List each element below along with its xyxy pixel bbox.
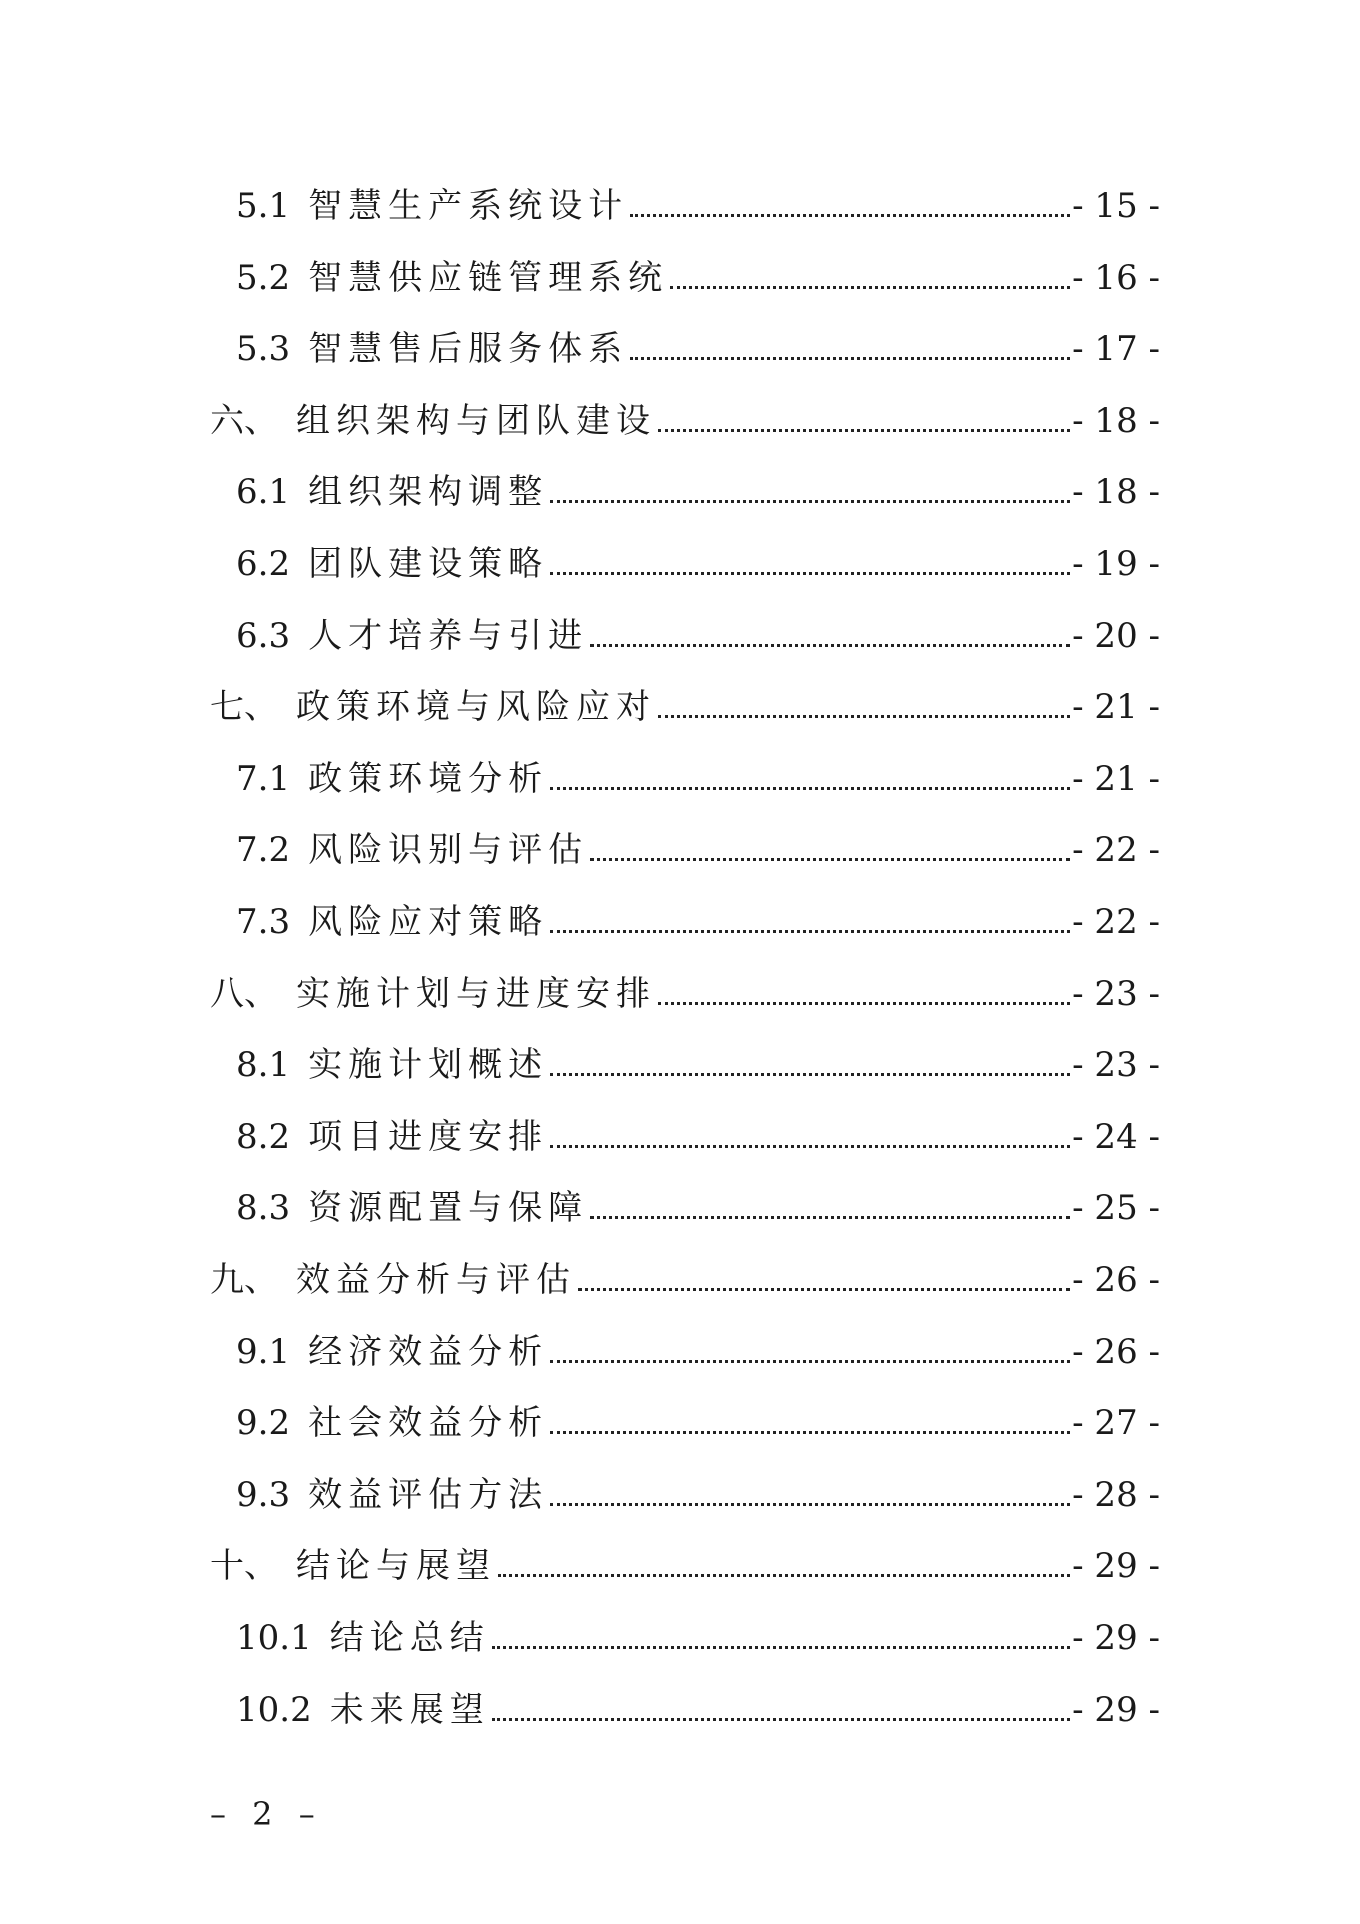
toc-entry-number: 8.2	[236, 1117, 291, 1157]
toc-entry-page: - 23 -	[1072, 974, 1160, 1014]
toc-entry-number: 10.2	[236, 1690, 312, 1730]
toc-entry-title: 政策环境与风险应对	[296, 687, 656, 727]
toc-entry-number: 八、	[210, 974, 278, 1014]
toc-entry[interactable]	[236, 176, 1160, 226]
toc-chapter-entry[interactable]	[210, 964, 1160, 1014]
toc-entry[interactable]	[236, 319, 1160, 369]
toc-entry-title: 资源配置与保障	[308, 1188, 589, 1228]
toc-entry-number: 六、	[210, 401, 278, 441]
toc-entry-number: 7.2	[236, 830, 291, 870]
toc-entry-page: - 18 -	[1072, 401, 1160, 441]
toc-entry[interactable]	[236, 1322, 1160, 1372]
toc-entry-number: 5.3	[236, 329, 291, 369]
toc-entry-title: 智慧供应链管理系统	[308, 258, 669, 298]
toc-entry-title: 智慧售后服务体系	[308, 329, 629, 369]
toc-entry-number: 9.2	[236, 1403, 291, 1443]
toc-entry[interactable]	[236, 462, 1160, 512]
toc-entry-number: 8.1	[236, 1045, 291, 1085]
toc-dot-leader	[658, 1002, 1070, 1005]
toc-entry-number: 7.1	[236, 759, 291, 799]
toc-entry-title: 结论与展望	[296, 1546, 496, 1586]
toc-entry-title: 政策环境分析	[308, 759, 549, 799]
toc-entry-title: 实施计划与进度安排	[296, 974, 656, 1014]
toc-dot-leader	[550, 787, 1070, 790]
toc-entry-title: 结论总结	[329, 1618, 490, 1658]
toc-dot-leader	[550, 500, 1070, 503]
toc-dot-leader	[550, 1360, 1070, 1363]
toc-entry[interactable]	[236, 820, 1160, 870]
toc-entry-title: 团队建设策略	[308, 544, 549, 584]
toc-entry[interactable]	[236, 1393, 1160, 1443]
toc-entry-title: 社会效益分析	[308, 1403, 549, 1443]
toc-entry-number: 10.1	[236, 1618, 312, 1658]
toc-entry[interactable]	[236, 1107, 1160, 1157]
toc-entry-number: 九、	[210, 1260, 278, 1300]
toc-entry-number: 7.3	[236, 902, 291, 942]
toc-entry-title: 效益评估方法	[308, 1475, 549, 1515]
toc-chapter-entry[interactable]	[210, 1250, 1160, 1300]
toc-dot-leader	[658, 429, 1070, 432]
toc-dot-leader	[578, 1288, 1070, 1291]
toc-entry-page: - 21 -	[1072, 759, 1160, 799]
toc-entry-title: 风险应对策略	[308, 902, 549, 942]
toc-entry-page: - 25 -	[1072, 1188, 1160, 1228]
toc-entry-page: - 16 -	[1072, 258, 1160, 298]
toc-entry-page: - 18 -	[1072, 472, 1160, 512]
toc-dot-leader	[550, 1503, 1070, 1506]
toc-entry[interactable]	[236, 1178, 1160, 1228]
toc-dot-leader	[550, 1145, 1070, 1148]
toc-entry-page: - 20 -	[1072, 616, 1160, 656]
toc-entry-page: - 17 -	[1072, 329, 1160, 369]
toc-entry-page: - 27 -	[1072, 1403, 1160, 1443]
toc-entry-page: - 22 -	[1072, 902, 1160, 942]
toc-entry-title: 经济效益分析	[308, 1332, 549, 1372]
toc-entry[interactable]	[236, 248, 1160, 298]
toc-entry-page: - 22 -	[1072, 830, 1160, 870]
toc-dot-leader	[630, 214, 1070, 217]
toc-dot-leader	[590, 1216, 1070, 1219]
toc-entry-number: 5.2	[236, 258, 291, 298]
toc-dot-leader	[550, 930, 1070, 933]
toc-entry-number: 6.3	[236, 616, 291, 656]
toc-entry-title: 效益分析与评估	[296, 1260, 576, 1300]
toc-entry-title: 智慧生产系统设计	[308, 186, 629, 226]
toc-entry-number: 8.3	[236, 1188, 291, 1228]
toc-entry-page: - 24 -	[1072, 1117, 1160, 1157]
toc-entry-page: - 29 -	[1072, 1546, 1160, 1586]
toc-entry[interactable]	[236, 1465, 1160, 1515]
toc-entry-page: - 15 -	[1072, 186, 1160, 226]
toc-entry-page: - 29 -	[1072, 1618, 1160, 1658]
toc-entry-page: - 21 -	[1072, 687, 1160, 727]
toc-dot-leader	[550, 572, 1070, 575]
toc-dot-leader	[590, 858, 1070, 861]
toc-dot-leader	[492, 1646, 1070, 1649]
toc-dot-leader	[670, 286, 1070, 289]
toc-entry-title: 实施计划概述	[308, 1045, 549, 1085]
toc-entry-page: - 28 -	[1072, 1475, 1160, 1515]
toc-chapter-entry[interactable]	[210, 677, 1160, 727]
toc-entry-title: 组织架构与团队建设	[296, 401, 656, 441]
toc-entry-title: 风险识别与评估	[308, 830, 589, 870]
toc-dot-leader	[550, 1073, 1070, 1076]
toc-dot-leader	[498, 1574, 1070, 1577]
toc-entry-number: 6.2	[236, 544, 291, 584]
toc-entry-number: 6.1	[236, 472, 291, 512]
toc-dot-leader	[550, 1431, 1070, 1434]
toc-entry[interactable]	[236, 1035, 1160, 1085]
toc-entry-title: 组织架构调整	[308, 472, 549, 512]
page-number: – 2 –	[210, 1795, 323, 1833]
toc-entry-title: 未来展望	[329, 1690, 490, 1730]
toc-chapter-entry[interactable]	[210, 1536, 1160, 1586]
toc-entry-page: - 23 -	[1072, 1045, 1160, 1085]
toc-dot-leader	[630, 357, 1070, 360]
toc-entry-number: 9.3	[236, 1475, 291, 1515]
toc-entry-number: 十、	[210, 1546, 278, 1586]
toc-entry-number: 七、	[210, 687, 278, 727]
toc-entry-number: 9.1	[236, 1332, 291, 1372]
toc-entry[interactable]	[236, 1608, 1160, 1658]
toc-entry-title: 项目进度安排	[308, 1117, 549, 1157]
toc-entry[interactable]	[236, 1680, 1160, 1730]
toc-entry-number: 5.1	[236, 186, 291, 226]
toc-dot-leader	[658, 715, 1070, 718]
toc-entry[interactable]	[236, 749, 1160, 799]
toc-dot-leader	[590, 644, 1070, 647]
toc-entry-page: - 26 -	[1072, 1260, 1160, 1300]
toc-entry-title: 人才培养与引进	[308, 616, 589, 656]
toc-entry-page: - 26 -	[1072, 1332, 1160, 1372]
toc-entry[interactable]	[236, 534, 1160, 584]
toc-entry[interactable]	[236, 606, 1160, 656]
toc-entry[interactable]	[236, 892, 1160, 942]
toc-dot-leader	[492, 1718, 1070, 1721]
toc-entry-page: - 19 -	[1072, 544, 1160, 584]
toc-chapter-entry[interactable]	[210, 391, 1160, 441]
toc-entry-page: - 29 -	[1072, 1690, 1160, 1730]
